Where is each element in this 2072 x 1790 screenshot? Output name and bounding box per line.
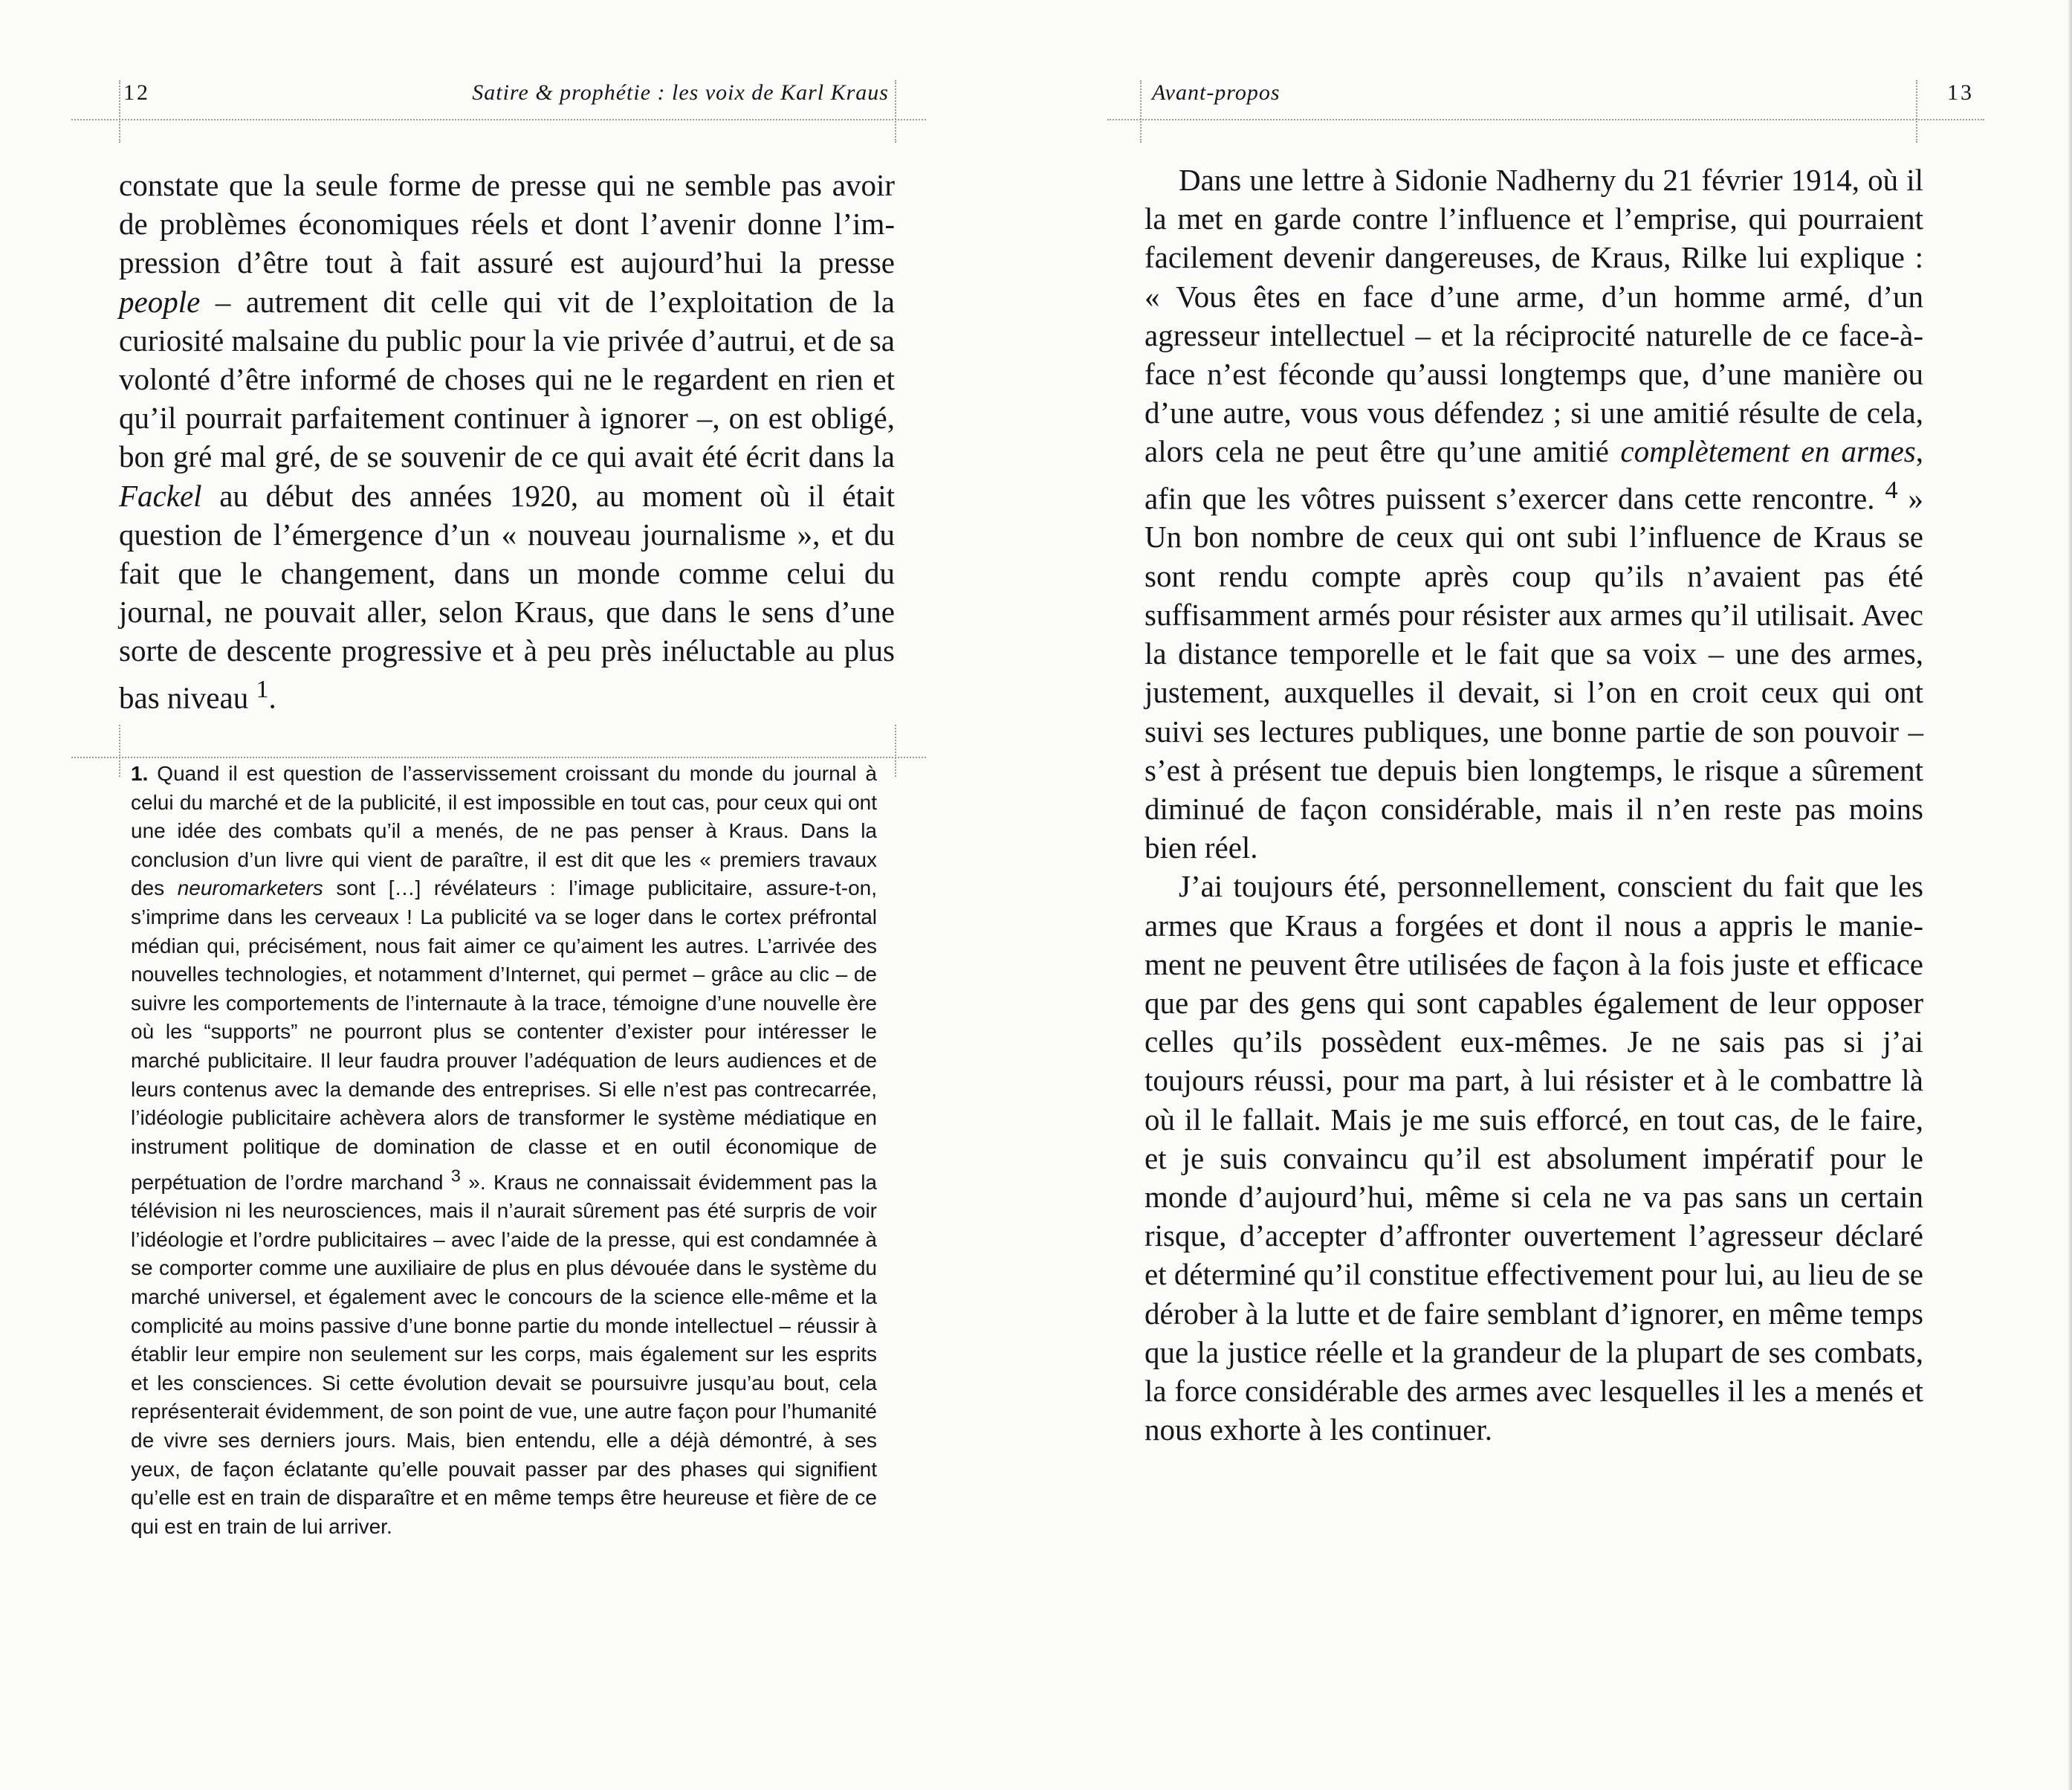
margin-guide [1916,80,1917,143]
footnote-number: 1. [131,762,149,785]
right-page [1036,0,2072,1790]
margin-guide [119,725,120,777]
page-edge [2068,0,2072,1790]
running-head: Satire & prophétie : les voix de Karl Kraus [472,80,889,105]
header-rule [1107,119,1984,120]
page-number: 12 [123,80,150,105]
paragraph: Dans une lettre à Sidonie Nadherny du 21 février 1914, où il la met en garde contre l’influence et l’emprise, qui pourraient facilement devenir dangereuses, de Kraus, Rilke lui explique : « Vous êtes en face d’une arme, d’un homme armé, d’un agresseur intellectuel – et la réciprocité naturelle de ce face-à-face n’est féconde qu’aussi longtemps que, d’une manière ou d’une autre, vous vous défendez ; si une amitié résulte de cela, alors cela ne peut être qu’une amitié complètement en armes, afin que les vôtres puissent s’exercer dans cette rencontre. $^4$ » Un bon nombre de ceux qui ont subi l’influence de Kraus se sont rendu compte après coup qu’ils n’avaient pas été suffisamment armés pour résister aux armes qu’il utilisait. Avec la distance temporelle et le fait que sa voix – une des armes, justement, auxquelles il devait, si l’on en croit ceux qui ont suivi ses lectures publiques, une bonne partie de son pouvoir – s’est à présent tue depuis bien longtemps, le risque a sûrement diminué de façon considérable, mais il n’en reste pas moins bien réel. [1145,163,1924,865]
body-text [1145,161,1923,1449]
paragraph: J’ai toujours été, personnellement, conscient du fait que les armes que Kraus a forgées et dont il nous a appris le maniement ne peuvent être utilisées de façon à la fois juste et efficace que par des gens qui sont capables également de leur opposer celles qu’ils possèdent eux-mêmes. Je ne sais pas si j’ai toujours réussi, pour ma part, à lui résister et à le combattre là où il le fallait. Mais je me suis efforcé, en tout cas, de le faire, et je suis convaincu qu’il est absolument impératif pour le monde d’aujourd’hui, même si cela ne va pas sans un certain risque, d’accepter d’affronter ouvertement l’agresseur déclaré et déterminé qu’il constitue effectivement pour lui, au lieu de se dérober à la lutte et de faire semblant d’ignorer, en même temps que la justice réelle et la grandeur de la plupart de ses combats, la force considérable des armes avec lesquelles il les a menés et nous exhorte à les continuer. [1145,869,1923,1447]
margin-guide [895,80,896,143]
margin-guide [895,725,896,777]
footnote-rule [71,757,926,758]
footnote-1 [131,760,877,1541]
footnote-text: Quand il est question de l’asservissement croissant du monde du journal à celui du marché et de la publicité, il est impossible en tout cas, pour ceux qui ont une idée des combats qu’il a menés, de ne pas penser à Kraus. Dans la conclusion d’un livre qui vient de paraître, il est dit que les « premiers travaux des neuromarketers sont […] révélateurs : l’image publicitaire, assure-t-on, s’imprime dans les cerveaux ! La publicité va se loger dans le cortex préfrontal médian qui, précisément, nous fait aimer ce qu’aiment les autres. L’arrivée des nouvelles technologies, et notamment d’Internet, qui permet – grâce au clic – de suivre les comportements de l’internaute à la trace, témoigne d’une nouvelle ère où les “supports” ne pourront plus se contenter d’exister pour intéresser le marché publicitaire. Il leur faudra prouver l’adéquation de leurs audiences et de leurs contenus avec la demande des entreprises. Si elle n’est pas contrecarrée, l’idéologie publicitaire achèvera alors de transformer le système médiatique en instrument politique de domination de classe et en outil économique de perpétuation de l’ordre marchand $^3$ ». Kraus ne connaissait évidemment pas la télévision ni les neurosciences, mais il n’aurait sûrement pas été surpris de voir l’idéologie et l’ordre publicitaires – avec l’aide de la presse, qui est condamnée à se comporter comme une auxiliaire de plus en plus dévouée dans le système du marché universel, et également avec le concours de la science elle-même et la complicité au moins passive d’une bonne partie du monde intellectuel – réussir à établir leur empire non seulement sur les corps, mais également sur les esprits et les consciences. Si cette évolution devait se poursuivre jusqu’au bout, cela représenterait évidemment, de son point de vue, une autre façon pour l’humanité de vivre ses derniers jours. Mais, bien entendu, elle a déjà démontré, à ses yeux, de façon éclatante qu’elle pouvait passer par des phases qui signifient qu’elle est en train de disparaître et en même temps être heureuse et fière de ce qui est en train de lui arriver. [131,762,878,1538]
margin-guide [119,80,120,143]
body-text: constate que la seule forme de presse qui ne semble pas avoir de problèmes économiques réels et dont l’avenir donne l’impression d’être tout à fait assuré est aujourd’hui la presse people – autrement dit celle qui vit de l’exploitation de la curiosité malsaine du public pour la vie privée d’autrui, et de sa volonté d’être informé de choses qui ne le regardent en rien et qu’il pourrait parfaitement continuer à ignorer –, on est obligé, bon gré mal gré, de se souvenir de ce qui avait été écrit dans la Fackel au début des années 1920, au moment où il était question de l’émergence d’un « nouveau journalisme », et du fait que le changement, dans un monde comme celui du journal, ne pouvait aller, selon Kraus, que dans le sens d’une sorte de descente progressive et à peu près inéluctable au plus bas niveau $^1$. [119,168,895,715]
running-head: Avant-propos [1152,80,1281,105]
page-number: 13 [1947,80,1974,105]
margin-guide [1140,80,1142,143]
header-rule [71,119,926,120]
